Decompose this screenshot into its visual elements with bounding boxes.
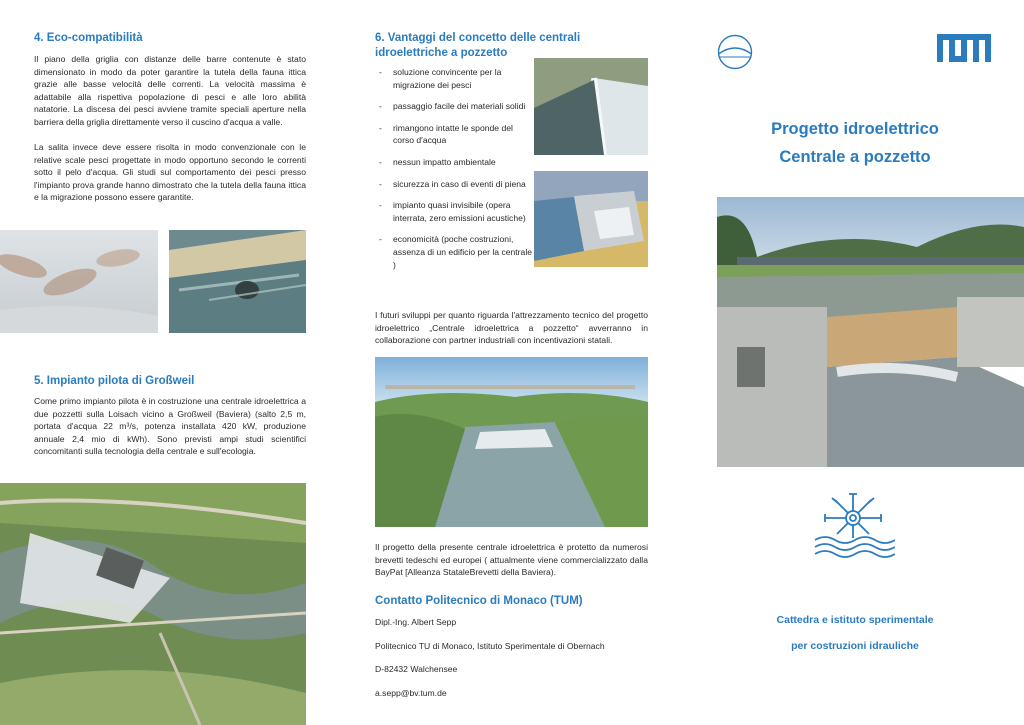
plant-rendering-photo — [375, 357, 648, 527]
fish-photo — [0, 230, 158, 333]
advantage-item: - soluzione convincente per la migrazione dei pesci — [375, 66, 535, 91]
section-5-heading: 5. Impianto pilota di Großweil — [34, 375, 195, 387]
cover-plant-photo — [717, 197, 1024, 467]
section-4-heading: 4. Eco-compatibilità — [34, 32, 143, 44]
advantages-list — [375, 66, 535, 280]
contact-name: Dipl.-Ing. Albert Sepp — [375, 617, 457, 627]
cover-title-line-2: Centrale a pozzetto — [779, 148, 931, 166]
advantage-item: - rimangono intatte le sponde del corso d'acqua — [375, 122, 535, 147]
section-4-paragraph-2: La salita invece deve essere risolta in modo convenzionale con le relative scale pesci progettate in modo opportuno secondo le correnti sotto il pelo d'acqua. Gli studi sul comportamento dei pesci presso l'impianto prova grande hanno dimostrato che la tutela della fauna ittica e la migrazione possono essere garantite. — [34, 142, 306, 203]
tum-logo — [937, 34, 991, 67]
fish-passage-photo — [169, 230, 306, 333]
advantage-item: - nessun impatto ambientale — [375, 156, 535, 169]
advantage-item: - impianto quasi invisibile (opera interrata, zero emissioni acustiche) — [375, 199, 535, 224]
contact-institute: Politecnico TU di Monaco, Istituto Sperimentale di Obernach — [375, 640, 605, 651]
water-wheel-icon — [811, 488, 895, 565]
cover-title-line-1: Progetto idroelettrico — [771, 120, 939, 138]
contact-block — [375, 616, 648, 710]
bridge-arc-icon — [715, 34, 755, 75]
contact-email[interactable]: a.sepp@bv.tum.de — [375, 687, 447, 698]
advantage-item: - economicità (poche costruzioni, assenza di un edificio per la centrale ) — [375, 233, 535, 271]
patent-paragraph: Il progetto della presente centrale idroelettrica è protetto da numerosi brevetti tedeschi ed europei ( attualmente viene commercializzato dalla BayPat [Alleanza StataleBrevetti della Baviera). — [375, 542, 648, 578]
aerial-photo-grossweil — [0, 483, 306, 725]
section-5-paragraph: Come primo impianto pilota è in costruzione una centrale idroelettrica a due pozzetti sulla Loisach vicino a Großweil (Baviera) (salto 2,5 m, portata d'acqua 22 m³/s, potenza installata 420 kW, produzione annuale 2,4 mio di kWh). Sono previsti ampi studi scientifici concomitanti sulla tecnologia della centrale e sull'ecologia. — [34, 396, 306, 457]
section-6-heading: 6. Vantaggi del concetto delle centrali idroelettriche a pozzetto — [375, 32, 581, 59]
contact-heading: Contatto Politecnico di Monaco (TUM) — [375, 595, 583, 607]
chair-line-1: Cattedra e istituto sperimentale — [776, 614, 934, 626]
contact-address: D-82432 Walchensee — [375, 664, 458, 675]
weir-photo — [534, 58, 648, 155]
advantage-item: - passaggio facile dei materiali solidi — [375, 100, 535, 113]
section-4-paragraph-1: Il piano della griglia con distanze delle barre contenute è stato dimensionato in modo da poter garantire la tutela della fauna ittica grazie alle basse velocità delle correnti. La velocità massima è adattabile alla rispettiva popolazione di pesci e alle loro abilità natatorie. La discesa dei pesci avviene tramite speciali aperture nella barriera della griglia direttamente verso il cuscino d'acqua a valle. — [34, 54, 306, 127]
render-3d-photo — [534, 171, 648, 267]
advantage-item: - sicurezza in caso di eventi di piena — [375, 178, 535, 191]
chair-line-2: per costruzioni idrauliche — [791, 640, 919, 652]
future-developments-paragraph: I futuri sviluppi per quanto riguarda l'attrezzamento tecnico del progetto idroelettrico „Centrale idroelettrica a pozzetto“ avverranno in collaborazione con partner industriali con incentivazioni statali. — [375, 310, 648, 346]
